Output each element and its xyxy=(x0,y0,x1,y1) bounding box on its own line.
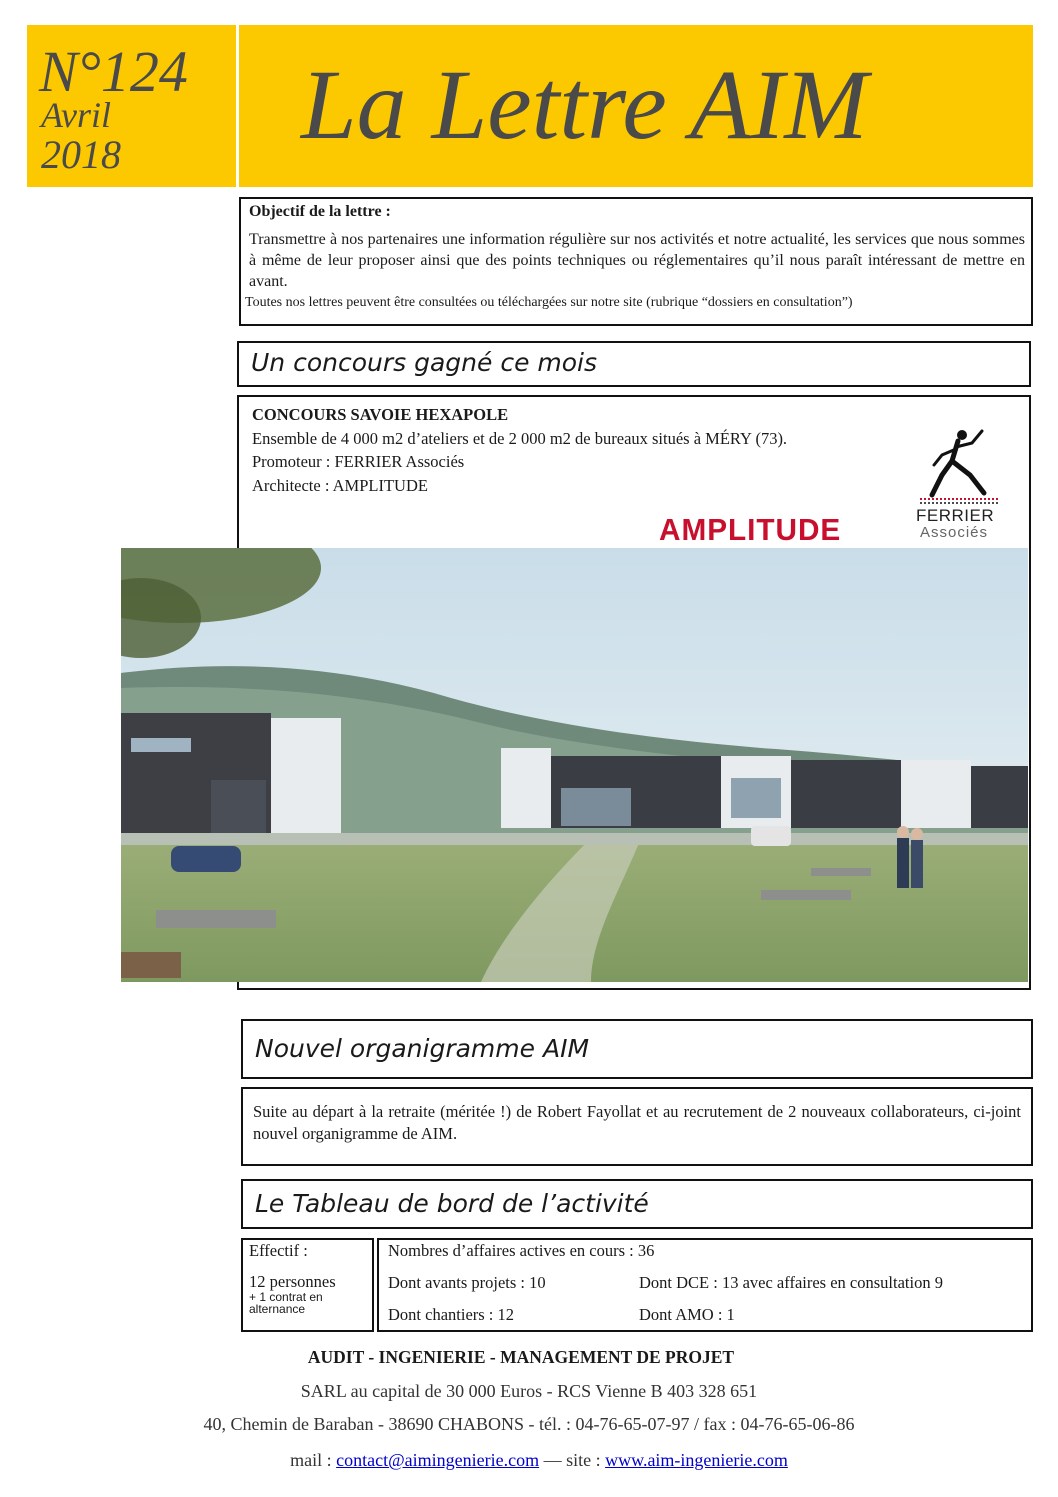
footer-legal: SARL au capital de 30 000 Euros - RCS Vienne B 403 328 651 xyxy=(300,1381,758,1401)
effectif-extra-1: + 1 contrat en xyxy=(249,1290,323,1304)
section-title: Nouvel organigramme AIM xyxy=(255,1034,590,1063)
section-header-tableau xyxy=(241,1179,1033,1229)
ferrier-subtitle: Associés xyxy=(920,524,989,541)
ferrier-name: FERRIER xyxy=(916,506,995,525)
masthead xyxy=(239,25,1033,187)
site-label: — site : xyxy=(539,1450,606,1470)
stat-affaires: Nombres d’affaires actives en cours : 36 xyxy=(388,1241,655,1260)
runner-icon xyxy=(912,425,1004,507)
site-link[interactable]: www.aim-ingenierie.com xyxy=(605,1450,788,1470)
section-title: Le Tableau de bord de l’activité xyxy=(255,1189,649,1218)
issue-year: 2018 xyxy=(41,132,121,177)
footer-address: 40, Chemin de Baraban - 38690 CHABONS - tél. : 04-76-65-07-97 / fax : 04-76-65-06-86 xyxy=(203,1414,855,1434)
section-title: Un concours gagné ce mois xyxy=(251,348,598,377)
effectif-label: Effectif : xyxy=(249,1241,308,1260)
issue-number: N°124 xyxy=(39,39,188,104)
effectif-box xyxy=(241,1238,374,1332)
section-header-concours xyxy=(237,341,1031,387)
objective-text: Transmettre à nos partenaires une information régulière sur nos activités et notre actualité, les services que nous sommes à même de leur proposer ainsi que des points techniques ou réglementaires qu’il nous paraît intéressant de mettre en avant. xyxy=(249,231,1025,290)
stat-avant-projets: Dont avants projets : 10 xyxy=(388,1273,546,1292)
concours-architecte: Architecte : AMPLITUDE xyxy=(252,475,428,495)
stat-dce: Dont DCE : 13 avec affaires en consultation 9 xyxy=(639,1273,943,1292)
stat-chantiers: Dont chantiers : 12 xyxy=(388,1305,515,1324)
objective-box xyxy=(239,197,1033,326)
issue-badge xyxy=(27,25,236,187)
effectif-count: 12 personnes xyxy=(249,1272,336,1291)
issue-month: Avril xyxy=(41,95,111,135)
concours-description: Ensemble de 4 000 m2 d’ateliers et de 2 000 m2 de bureaux situés à MÉRY (73). xyxy=(252,428,788,448)
concours-promoteur: Promoteur : FERRIER Associés xyxy=(252,452,465,471)
effectif-extra-2: alternance xyxy=(249,1302,306,1316)
objective-heading: Objectif de la lettre : xyxy=(249,203,391,220)
mail-label: mail : xyxy=(290,1450,337,1470)
activity-stats-box xyxy=(377,1238,1033,1332)
mail-link[interactable]: contact@aimingenierie.com xyxy=(336,1450,540,1470)
footer-tagline: AUDIT - INGENIERIE - MANAGEMENT DE PROJET xyxy=(307,1347,735,1367)
footer-contact xyxy=(10,1450,1058,1471)
amplitude-logo: AMPLITUDE xyxy=(659,512,842,547)
stat-amo: Dont AMO : 1 xyxy=(639,1305,735,1324)
organigramme-box xyxy=(241,1087,1033,1166)
organigramme-text: Suite au départ à la retraite (méritée !) de Robert Fayollat et au recrutement de 2 nouveaux collaborateurs, ci-joint nouvel organigramme de AIM. xyxy=(253,1102,1021,1143)
concours-heading: CONCOURS SAVOIE HEXAPOLE xyxy=(252,405,509,424)
project-rendering xyxy=(121,548,1028,982)
section-header-organigramme xyxy=(241,1019,1033,1079)
newsletter-title: La Lettre AIM xyxy=(301,49,868,160)
ferrier-logo xyxy=(912,425,1004,547)
objective-note: Toutes nos lettres peuvent être consultées ou téléchargées sur notre site (rubrique “dossiers en consultation”) xyxy=(245,295,853,310)
